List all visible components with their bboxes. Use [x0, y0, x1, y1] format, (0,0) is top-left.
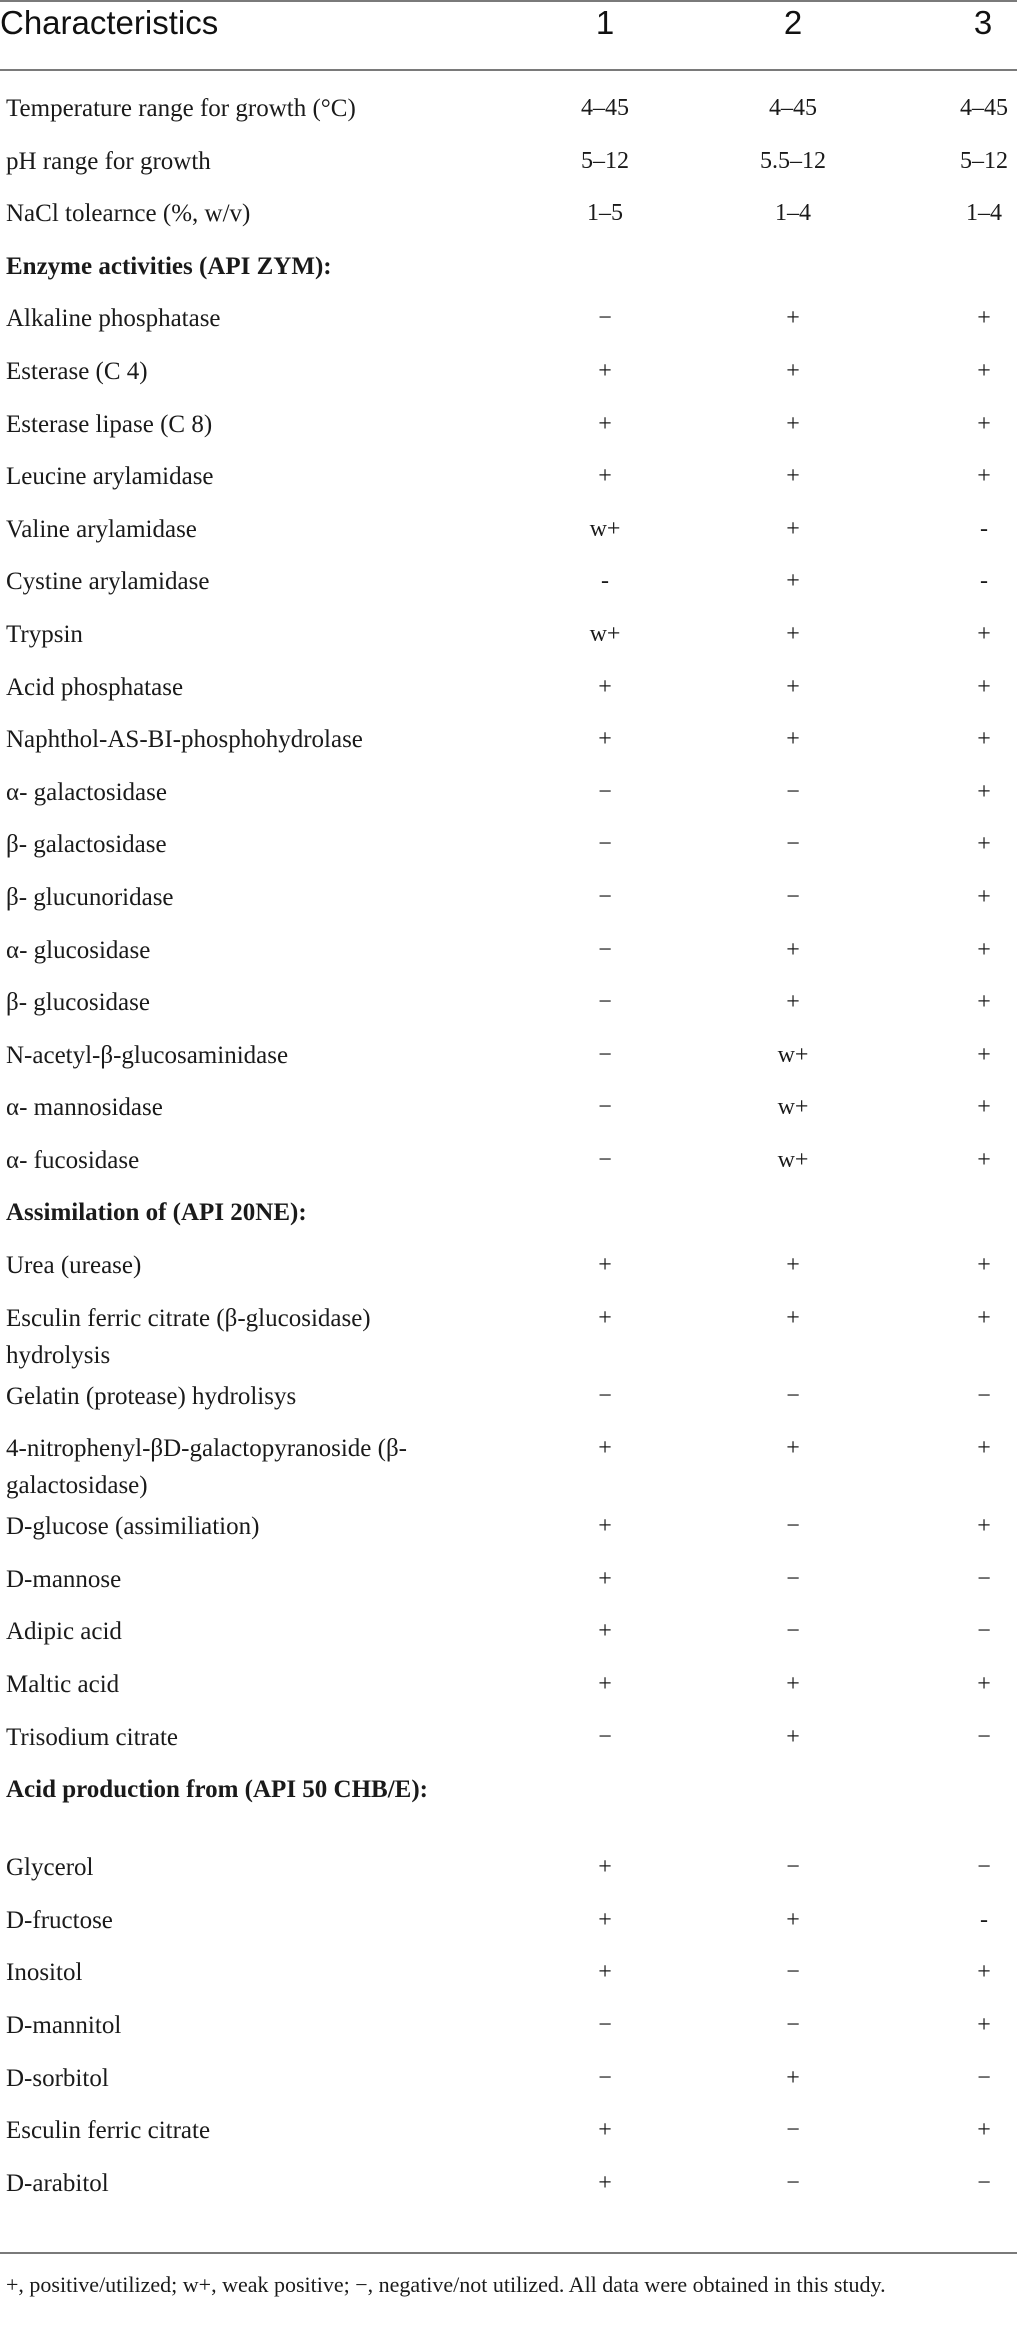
row-value-col-3: + [977, 305, 991, 332]
row-value-col-3: + [977, 1304, 991, 1331]
row-value-col-1: 4–45 [581, 95, 629, 121]
row-label: β- glucunoridase [6, 883, 174, 911]
row-value-col-1: + [598, 1565, 612, 1592]
table-row [0, 1241, 1017, 1294]
row-value-col-2: + [786, 726, 800, 753]
row-value-col-3: - [980, 568, 988, 595]
row-value-col-1: + [598, 726, 612, 753]
row-value-col-3: 1–4 [966, 200, 1002, 227]
row-label: β- galactosidase [6, 831, 167, 859]
row-value-col-1: + [598, 1959, 612, 1986]
row-value-col-1: − [598, 936, 612, 963]
row-value-col-1: + [598, 1854, 612, 1881]
table-footnote: +, positive/utilized; w+, weak positive; −, negative/not utilized. All data were obtained in this study. [6, 2272, 886, 2297]
row-value-col-2: + [786, 463, 800, 490]
row-value-col-3: + [977, 1094, 991, 1121]
table-row [0, 2054, 1017, 2107]
row-value-col-2: w+ [777, 1041, 809, 1068]
row-label: Urea (urease) [6, 1252, 142, 1280]
row-value-col-3: + [977, 1671, 991, 1698]
table-row [0, 1136, 1017, 1189]
row-label: NaCl tolearnce (%, w/v) [6, 200, 251, 228]
row-value-col-3: − [977, 2064, 991, 2091]
row-value-col-2: − [786, 1618, 800, 1645]
row-value-col-2: + [786, 620, 800, 647]
row-value-col-2: + [786, 1671, 800, 1698]
table-row [0, 663, 1017, 716]
section-header-row [0, 1188, 1017, 1241]
row-value-col-3: + [977, 936, 991, 963]
row-value-col-1: + [598, 1513, 612, 1540]
table-row [0, 1502, 1017, 1555]
row-label: Alkaline phosphatase [6, 305, 221, 333]
row-value-col-3: + [977, 1252, 991, 1279]
row-value-col-3: + [977, 2012, 991, 2038]
row-label: D-arabitol [6, 2169, 109, 2197]
row-label: Trypsin [6, 620, 83, 648]
row-label: N-acetyl-β-glucosaminidase [6, 1041, 289, 1069]
row-value-col-2: + [786, 1304, 800, 1331]
table-row [0, 1424, 1017, 1502]
row-value-col-3: + [977, 726, 991, 753]
table-row [0, 400, 1017, 453]
row-value-col-3: + [977, 1146, 991, 1173]
row-value-col-3: + [977, 463, 991, 490]
table-row [0, 820, 1017, 873]
row-value-col-3: + [977, 620, 991, 647]
header-col-1: 1 [595, 4, 615, 41]
row-label: D-mannose [6, 1565, 122, 1593]
row-value-col-3: + [977, 1513, 991, 1540]
table-row [0, 1660, 1017, 1713]
table-row [0, 137, 1017, 190]
row-value-col-1: + [598, 2117, 612, 2144]
table-row [0, 1843, 1017, 1896]
row-value-col-1: + [598, 1252, 612, 1279]
row-value-col-2: 4–45 [769, 95, 817, 121]
row-value-col-1: − [598, 1723, 612, 1750]
row-label: Glycerol [6, 1854, 94, 1882]
row-value-col-2: + [786, 357, 800, 384]
row-label: α- galactosidase [6, 778, 167, 806]
table-row [0, 1031, 1017, 1084]
table-row [0, 978, 1017, 1031]
table-bottom-rule [0, 2252, 1017, 2254]
row-value-col-2: + [786, 1252, 800, 1279]
row-value-col-2: + [786, 410, 800, 437]
row-value-col-3: + [977, 673, 991, 700]
row-value-col-1: − [598, 1382, 612, 1409]
row-value-col-1: w+ [589, 620, 621, 647]
table-row [0, 189, 1017, 242]
row-value-col-1: - [601, 568, 609, 595]
table-row [0, 610, 1017, 663]
row-value-col-1: + [598, 357, 612, 384]
row-value-col-3: − [977, 1723, 991, 1750]
row-value-col-2: − [786, 883, 800, 910]
row-value-col-3: - [980, 515, 988, 542]
row-label: Inositol [6, 1959, 83, 1987]
row-value-col-1: + [598, 463, 612, 490]
row-value-col-1: − [598, 305, 612, 332]
row-value-col-1: w+ [589, 515, 621, 542]
row-value-col-1: + [598, 673, 612, 700]
row-label: D-sorbitol [6, 2064, 109, 2092]
table-row [0, 347, 1017, 400]
row-value-col-1: − [598, 1094, 612, 1121]
row-value-col-2: − [786, 831, 800, 858]
row-label: α- fucosidase [6, 1146, 140, 1174]
table-row [0, 1555, 1017, 1608]
row-value-col-2: + [786, 1723, 800, 1750]
row-label: Gelatin (protease) hydrolisys [6, 1382, 297, 1410]
row-label: Valine arylamidase [6, 515, 197, 543]
row-value-col-2: + [786, 1906, 800, 1933]
table-row [0, 2001, 1017, 2054]
row-value-col-2: − [786, 1382, 800, 1409]
row-label: α- mannosidase [6, 1094, 163, 1122]
table-row [0, 1896, 1017, 1949]
row-label: α- glucosidase [6, 936, 151, 964]
row-value-col-2: − [786, 2012, 800, 2038]
row-value-col-2: − [786, 1513, 800, 1540]
table-row [0, 1948, 1017, 2001]
header-characteristics: Characteristics [0, 4, 219, 41]
table-row [0, 1083, 1017, 1136]
row-value-col-1: + [598, 1435, 612, 1462]
row-label: Enzyme activities (API ZYM): [6, 252, 332, 280]
row-value-col-1: − [598, 831, 612, 858]
row-value-col-3: - [980, 1906, 988, 1933]
row-label: Esculin ferric citrate [6, 2117, 211, 2145]
row-label: D-fructose [6, 1906, 113, 1934]
row-value-col-2: − [786, 2117, 800, 2144]
header-col-3: 3 [973, 4, 993, 41]
row-label: Maltic acid [6, 1671, 120, 1699]
row-value-col-1: + [598, 1671, 612, 1698]
row-value-col-3: + [977, 831, 991, 858]
row-label: Naphthol-AS-BI-phosphohydrolase [6, 726, 363, 754]
row-value-col-1: − [598, 989, 612, 1016]
row-value-col-2: 1–4 [775, 200, 811, 227]
table-row [0, 452, 1017, 505]
row-value-col-1: + [598, 1618, 612, 1645]
row-value-col-2: + [786, 673, 800, 700]
row-value-col-1: − [598, 1041, 612, 1068]
row-label: Cystine arylamidase [6, 568, 210, 596]
row-value-col-3: 4–45 [960, 95, 1008, 121]
row-value-col-3: + [977, 883, 991, 910]
row-value-col-1: − [598, 1146, 612, 1173]
row-value-col-3: + [977, 778, 991, 805]
row-value-col-2: + [786, 989, 800, 1016]
row-value-col-3: − [977, 1618, 991, 1645]
table-row [0, 557, 1017, 610]
table-row [0, 1372, 1017, 1425]
row-value-col-2: − [786, 2169, 800, 2196]
row-value-col-2: − [786, 1959, 800, 1986]
row-value-col-3: − [977, 1565, 991, 1592]
table-row [0, 873, 1017, 926]
row-value-col-1: − [598, 2012, 612, 2038]
row-label: Acid phosphatase [6, 673, 184, 701]
row-value-col-2: + [786, 936, 800, 963]
row-label: pH range for growth [6, 147, 211, 175]
table-row [0, 2106, 1017, 2159]
row-label: Esculin ferric citrate (β-glucosidase) hydrolysis [6, 1304, 371, 1369]
row-value-col-3: 5–12 [960, 147, 1008, 174]
row-value-col-2: w+ [777, 1094, 809, 1121]
row-value-col-2: + [786, 1435, 800, 1462]
row-value-col-1: + [598, 410, 612, 437]
row-value-col-1: − [598, 2064, 612, 2091]
row-value-col-2: − [786, 1854, 800, 1881]
table-row [0, 926, 1017, 979]
row-value-col-1: − [598, 778, 612, 805]
row-value-col-3: + [977, 1041, 991, 1068]
row-value-col-3: + [977, 2117, 991, 2144]
row-value-col-2: + [786, 2064, 800, 2091]
table-row [0, 715, 1017, 768]
row-label: D-glucose (assimiliation) [6, 1513, 260, 1541]
table-body [0, 84, 1017, 2211]
section-header-row [0, 242, 1017, 295]
row-label: 4-nitrophenyl-βD-galactopyranoside (β-galactosidase) [6, 1435, 408, 1500]
table-row [0, 2159, 1017, 2212]
row-value-col-2: w+ [777, 1146, 809, 1173]
table-row [0, 1713, 1017, 1766]
table-row [0, 768, 1017, 821]
row-value-col-3: + [977, 1959, 991, 1986]
row-value-col-1: − [598, 883, 612, 910]
row-label: Esterase (C 4) [6, 357, 148, 385]
table-row [0, 505, 1017, 558]
row-value-col-1: + [598, 1906, 612, 1933]
row-value-col-3: + [977, 1435, 991, 1462]
row-label: D-mannitol [6, 2012, 122, 2039]
row-value-col-3: − [977, 2169, 991, 2196]
row-label: Assimilation of (API 20NE): [6, 1199, 307, 1227]
row-label: Trisodium citrate [6, 1723, 178, 1751]
row-label: Leucine arylamidase [6, 463, 214, 491]
table-row [0, 1294, 1017, 1372]
row-value-col-2: + [786, 568, 800, 595]
row-value-col-2: − [786, 778, 800, 805]
row-value-col-3: − [977, 1854, 991, 1881]
header-rule [0, 69, 1017, 71]
row-label: Acid production from (API 50 CHB/E): [6, 1776, 428, 1804]
table-row [0, 1607, 1017, 1660]
row-label: Adipic acid [6, 1618, 122, 1646]
row-value-col-1: 5–12 [581, 147, 629, 174]
row-value-col-3: + [977, 357, 991, 384]
section-header-row [0, 1765, 1017, 1843]
row-label: Esterase lipase (C 8) [6, 410, 213, 438]
row-value-col-1: + [598, 1304, 612, 1331]
row-value-col-3: + [977, 410, 991, 437]
table-row [0, 294, 1017, 347]
row-value-col-3: − [977, 1382, 991, 1409]
row-value-col-2: + [786, 305, 800, 332]
row-label: Temperature range for growth (°C) [6, 95, 356, 122]
row-value-col-1: 1–5 [587, 200, 623, 227]
table-header [0, 0, 1017, 69]
row-value-col-1: + [598, 2169, 612, 2196]
row-value-col-2: + [786, 515, 800, 542]
table-row [0, 84, 1017, 137]
row-value-col-2: − [786, 1565, 800, 1592]
row-value-col-3: + [977, 989, 991, 1016]
header-col-2: 2 [783, 4, 803, 41]
row-label: β- glucosidase [6, 989, 150, 1017]
row-value-col-2: 5.5–12 [760, 147, 826, 174]
